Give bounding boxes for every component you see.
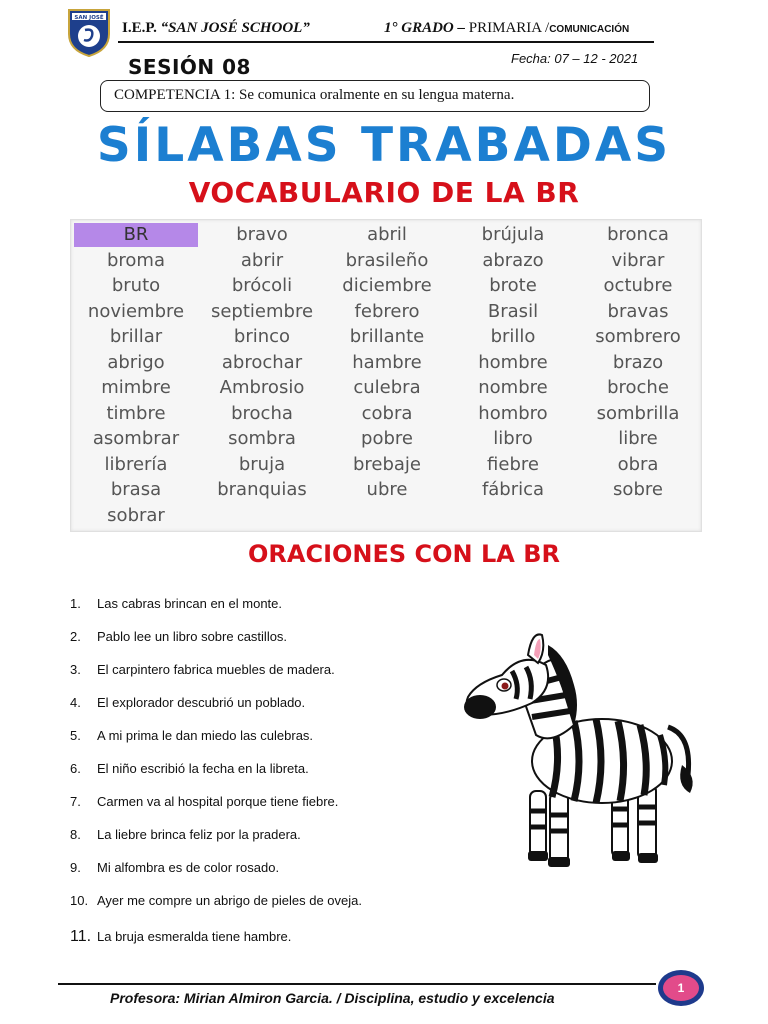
vocabulary-word: timbre <box>106 402 166 424</box>
vocabulary-word: sobrar <box>107 504 165 526</box>
sentences-title: ORACIONES CON LA BR <box>248 540 560 568</box>
grade-label: 1° GRADO – <box>384 20 466 36</box>
vocabulary-word: obra <box>617 453 659 475</box>
sentence-number: 1. <box>70 596 81 611</box>
vocabulary-word: brazo <box>612 351 664 373</box>
footer-divider <box>58 983 656 985</box>
vocabulary-word: abril <box>367 224 407 245</box>
vocabulary-word: bravo <box>236 224 288 245</box>
sentence-item <box>70 761 309 776</box>
vocabulary-word: abrochar <box>221 351 303 373</box>
sentence-text: Pablo lee un libro sobre castillos. <box>97 629 288 644</box>
vocabulary-word: abrir <box>240 249 284 271</box>
vocabulary-word: brocha <box>231 402 293 424</box>
sentence-item <box>70 928 291 946</box>
vocabulary-word: hambre <box>352 351 422 373</box>
school-prefix: I.E.P. <box>122 20 157 36</box>
sentence-number: 10. <box>70 893 89 908</box>
vocabulary-word: brote <box>489 275 537 296</box>
vocabulary-word: cobra <box>361 402 413 424</box>
vocabulary-word: ubre <box>366 479 408 500</box>
vocabulary-word: libre <box>618 428 658 449</box>
sentence-number: 9. <box>70 860 81 875</box>
vocabulary-word: nombre <box>478 377 548 398</box>
vocabulary-word: brasileño <box>345 249 429 271</box>
sentence-text: Carmen va al hospital porque tiene fiebre. <box>97 794 339 809</box>
school-header <box>122 20 310 37</box>
vocabulary-word: brinco <box>233 326 291 347</box>
vocabulary-word: abrazo <box>482 249 544 271</box>
sentence-number: 3. <box>70 662 81 677</box>
vocabulary-word: octubre <box>603 275 673 296</box>
sentence-number: 2. <box>70 629 81 644</box>
sentence-number: 11. <box>70 928 92 945</box>
sentence-item <box>70 596 282 611</box>
competence-text: COMPETENCIA 1: Se comunica oralmente en su lengua materna. <box>114 87 515 103</box>
sentence-number: 5. <box>70 728 81 743</box>
sentence-number: 4. <box>70 695 81 710</box>
sentence-text: Las cabras brincan en el monte. <box>97 596 282 611</box>
sentence-text: Ayer me compre un abrigo de pieles de oveja. <box>97 893 362 908</box>
vocabulary-word: broche <box>607 377 669 398</box>
vocabulary-word: brillante <box>349 326 425 347</box>
vocabulary-header-label: BR <box>123 224 149 245</box>
page-number: 1 <box>677 981 685 995</box>
vocabulary-word: brújula <box>481 224 545 245</box>
vocabulary-word: abrigo <box>107 351 165 373</box>
vocabulary-word: fábrica <box>481 479 545 500</box>
vocabulary-word: pobre <box>361 428 413 449</box>
sentence-text: A mi prima le dan miedo las culebras. <box>97 728 314 743</box>
sentence-item <box>70 794 338 809</box>
vocabulary-word: febrero <box>354 300 420 322</box>
sentence-item <box>70 860 279 875</box>
vocabulary-word: brasa <box>110 479 162 500</box>
sentence-item <box>70 827 301 842</box>
vocabulary-word: broma <box>106 249 165 271</box>
vocabulary-word: noviembre <box>87 300 185 322</box>
page-title: SÍLABAS TRABADAS <box>96 118 672 173</box>
vocabulary-word: diciembre <box>342 275 432 296</box>
vocabulary-word: sombra <box>228 428 296 449</box>
vocabulary-word: bronca <box>607 224 669 245</box>
session-label: SESIÓN 08 <box>128 55 251 79</box>
school-logo <box>66 6 112 58</box>
vocabulary-word: branquias <box>217 479 307 500</box>
vocabulary-word: culebra <box>353 377 421 398</box>
sentence-text: El niño escribió la fecha en la libreta. <box>97 761 309 776</box>
vocabulary-word: sombrero <box>595 326 681 347</box>
sentence-item <box>70 662 335 677</box>
sentence-text: El explorador descubrió un poblado. <box>97 695 306 710</box>
vocabulary-word: hombro <box>478 402 548 424</box>
vocabulary-word: bruja <box>238 453 286 475</box>
vocabulary-word: brebaje <box>352 453 422 475</box>
level-label: PRIMARIA / <box>468 20 550 36</box>
sentence-item <box>70 893 362 908</box>
sentence-number: 6. <box>70 761 81 776</box>
school-name: “SAN JOSÉ SCHOOL” <box>160 20 310 36</box>
zebra-illustration <box>462 625 702 881</box>
sentence-text: El carpintero fabrica muebles de madera. <box>97 662 335 677</box>
grade-header <box>384 20 629 37</box>
vocabulary-word: brillo <box>490 326 536 347</box>
vocabulary-word: brócoli <box>231 275 293 296</box>
vocabulary-word: vibrar <box>611 249 665 271</box>
vocabulary-word: sobre <box>613 479 663 500</box>
vocabulary-word: asombrar <box>92 428 180 449</box>
vocabulary-word: septiembre <box>210 300 314 322</box>
vocabulary-subtitle: VOCABULARIO DE LA BR <box>188 176 580 209</box>
vocabulary-word: sombrilla <box>596 402 680 424</box>
sentence-text: La bruja esmeralda tiene hambre. <box>97 929 292 944</box>
vocabulary-word: Ambrosio <box>219 377 305 398</box>
sentence-item <box>70 629 287 644</box>
vocabulary-word: libro <box>493 428 533 449</box>
vocabulary-word: Brasil <box>487 300 539 322</box>
vocabulary-word: bruto <box>111 275 161 296</box>
sentence-item <box>70 695 305 710</box>
footer-text: Profesora: Mirian Almiron Garcia. / Disciplina, estudio y excelencia <box>110 990 555 1006</box>
vocabulary-word: fiebre <box>487 453 539 475</box>
sentence-item <box>70 728 313 743</box>
vocabulary-word: brillar <box>109 326 163 347</box>
vocabulary-word: hombre <box>478 351 548 373</box>
logo-text: SAN JOSÉ <box>74 15 104 21</box>
vocabulary-word: librería <box>104 453 168 475</box>
sentence-text: La liebre brinca feliz por la pradera. <box>97 827 301 842</box>
header-divider <box>118 41 654 43</box>
sentence-number: 8. <box>70 827 81 842</box>
date-label: Fecha: 07 – 12 - 2021 <box>511 51 639 66</box>
sentence-number: 7. <box>70 794 81 809</box>
subject-label: COMUNICACIÓN <box>549 24 630 35</box>
vocabulary-word: bravas <box>607 300 669 322</box>
sentence-text: Mi alfombra es de color rosado. <box>97 860 280 875</box>
vocabulary-word: mimbre <box>101 377 171 398</box>
